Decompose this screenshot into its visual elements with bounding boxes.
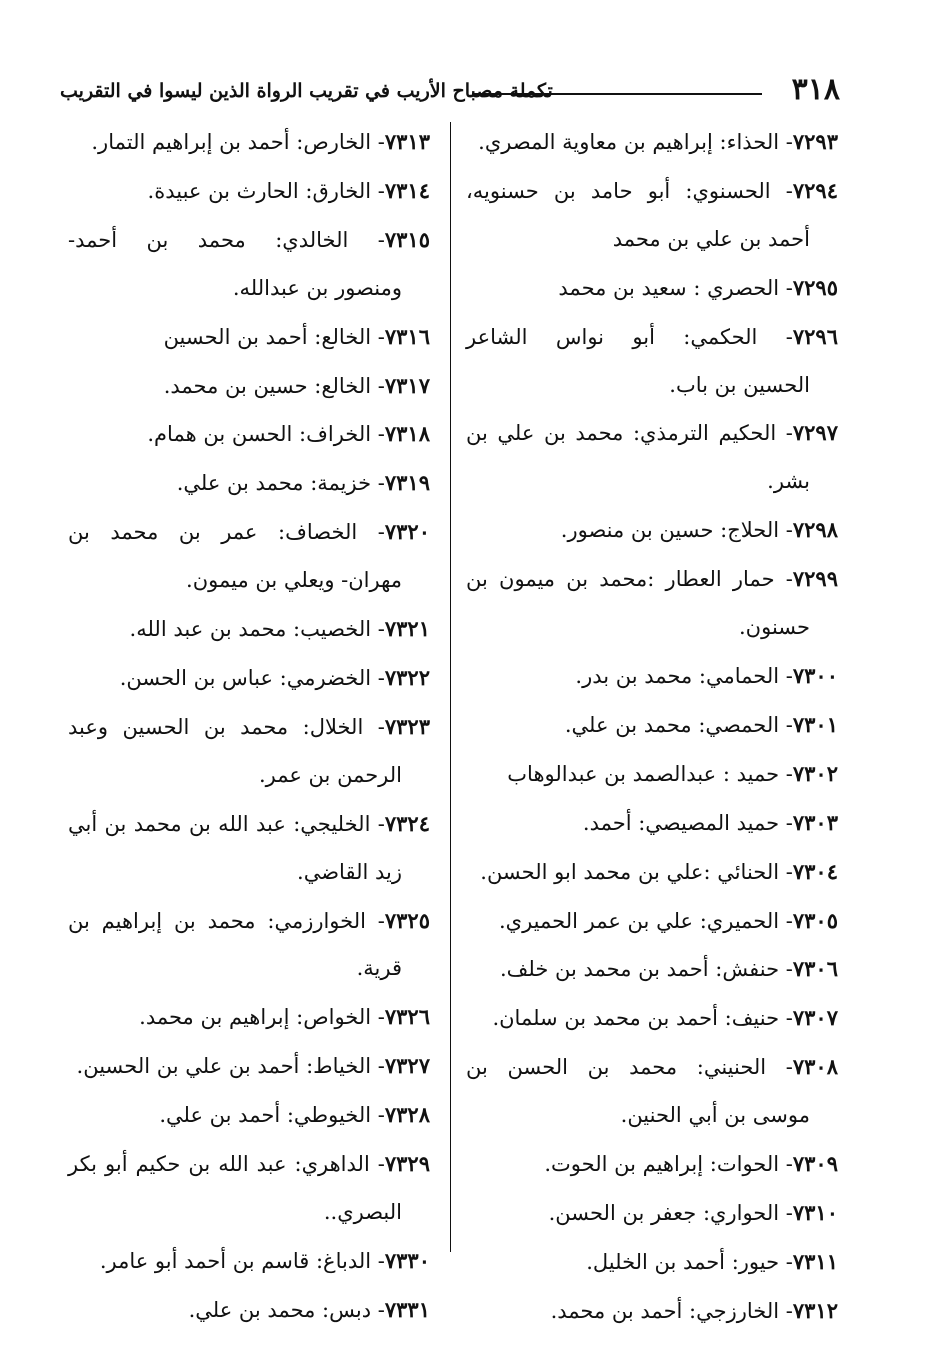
entry-text: الحسنوي: أبو حامد بن حسنويه، bbox=[466, 178, 771, 203]
entry-text: الحصري : سعيد بن محمد bbox=[558, 275, 780, 300]
entry bbox=[68, 1140, 430, 1237]
entry-dash: - bbox=[766, 1055, 793, 1080]
entry-number: ٧٣٢١ bbox=[384, 616, 430, 642]
entry-dash: - bbox=[365, 908, 385, 933]
entry bbox=[466, 264, 838, 313]
entry-first-line bbox=[68, 362, 430, 411]
entry bbox=[466, 897, 838, 946]
entry bbox=[466, 994, 838, 1043]
entry-number: ٧٣٠٧ bbox=[792, 1005, 838, 1031]
entry-continuation: البصري.. bbox=[323, 1199, 402, 1224]
entry-number: ٧٣٢٩ bbox=[384, 1151, 430, 1177]
entry-first-line bbox=[466, 1189, 838, 1238]
entry-first-line bbox=[68, 605, 430, 654]
entry-number: ٧٣١٦ bbox=[384, 323, 430, 349]
entry bbox=[466, 750, 838, 799]
entry-text: الخوارزمي: محمد بن إبراهيم بن bbox=[68, 908, 366, 933]
entry bbox=[466, 848, 838, 897]
entry-text: الحنيني: محمد بن الحسن بن bbox=[466, 1055, 767, 1080]
entry-number: ٧٣٠٤ bbox=[792, 858, 838, 884]
entry-text: الحمصي: محمد بن علي. bbox=[564, 712, 780, 737]
entry-number: ٧٢٩٦ bbox=[792, 323, 838, 349]
entry-number: ٧٣٢٤ bbox=[384, 810, 430, 836]
entry-first-line bbox=[466, 1140, 838, 1189]
entry-first-line bbox=[68, 654, 430, 703]
entry-text: حميد : عبدالصمد بن عبدالوهاب bbox=[507, 761, 780, 786]
left-column bbox=[68, 118, 430, 1335]
entry-number: ٧٢٩٤ bbox=[792, 177, 838, 203]
entry bbox=[466, 1238, 838, 1287]
entry-number: ٧٣٠٣ bbox=[792, 809, 838, 835]
entry-dash: - bbox=[371, 1103, 385, 1128]
entry-text: الخصيب: محمد بن عبد الله. bbox=[129, 617, 372, 642]
entry-dash: - bbox=[357, 520, 385, 545]
entry bbox=[466, 652, 838, 701]
entry-first-line bbox=[68, 1237, 430, 1286]
entry-text: الحنائي :علي بن محمد ابو الحسن. bbox=[480, 859, 780, 884]
entry-dash: - bbox=[369, 1152, 385, 1177]
entry bbox=[68, 508, 430, 605]
entry bbox=[466, 313, 838, 410]
entry-text: الحلاج: حسين بن منصور. bbox=[560, 518, 780, 543]
column-divider bbox=[450, 122, 451, 1252]
entry-number: ٧٢٩٩ bbox=[792, 566, 838, 592]
entry-text: الخليجي: عبد الله بن محمد بن أبي bbox=[68, 811, 371, 836]
entry-dash: - bbox=[779, 1200, 793, 1225]
entry bbox=[466, 799, 838, 848]
entry-continuation: الحسين بن باب. bbox=[669, 372, 810, 397]
entry-dash: - bbox=[348, 227, 385, 252]
entry-continuation: قرية. bbox=[356, 956, 402, 981]
entry-first-line bbox=[68, 1140, 430, 1189]
entry-first-line bbox=[466, 897, 838, 946]
entry-dash: - bbox=[779, 1152, 793, 1177]
entry-first-line bbox=[68, 313, 430, 362]
entry-dash: - bbox=[371, 422, 385, 447]
entry-first-line bbox=[68, 508, 430, 557]
entry-dash: - bbox=[779, 810, 793, 835]
entry bbox=[68, 993, 430, 1042]
entry-dash: - bbox=[770, 178, 793, 203]
entry-dash: - bbox=[371, 617, 385, 642]
entry-number: ٧٣٢٣ bbox=[384, 713, 430, 739]
entry bbox=[68, 800, 430, 897]
entry-dash: - bbox=[774, 567, 793, 592]
entry-first-line bbox=[68, 118, 430, 167]
entry-continuation: ومنصور بن عبدالله. bbox=[232, 275, 402, 300]
entry-dash: - bbox=[757, 324, 793, 349]
entry-dash: - bbox=[371, 665, 385, 690]
entry-dash: - bbox=[371, 1005, 385, 1030]
entry-first-line bbox=[466, 994, 838, 1043]
entry-dash: - bbox=[779, 957, 793, 982]
entry-text: الحذاء: إبراهيم بن معاوية المصري. bbox=[478, 130, 780, 154]
entry-dash: - bbox=[779, 712, 793, 737]
entry-first-line bbox=[68, 410, 430, 459]
entry-first-line bbox=[466, 118, 838, 167]
entry bbox=[466, 506, 838, 555]
entry-text: خزيمة: محمد بن علي. bbox=[176, 471, 372, 496]
entry bbox=[68, 654, 430, 703]
entry-text: الحميري: علي بن عمر الحميري. bbox=[498, 908, 780, 933]
entry-number: ٧٣٠٩ bbox=[792, 1151, 838, 1177]
entry bbox=[466, 167, 838, 264]
entry-dash: - bbox=[779, 1298, 793, 1323]
entry bbox=[68, 897, 430, 994]
entry bbox=[68, 167, 430, 216]
entry-number: ٧٢٩٨ bbox=[792, 517, 838, 543]
entry-number: ٧٣١٣ bbox=[384, 129, 430, 154]
entry-number: ٧٣٢٢ bbox=[384, 664, 430, 690]
entry-continuation: موسى بن أبي الحنين. bbox=[620, 1103, 810, 1128]
entry-first-line bbox=[466, 555, 838, 604]
page-number: ٣١٨ bbox=[791, 72, 840, 107]
entry-continuation: أحمد بن علي بن محمد bbox=[612, 226, 810, 251]
entry bbox=[68, 313, 430, 362]
entry-number: ٧٣١٨ bbox=[384, 421, 430, 447]
entry-number: ٧٣٠٠ bbox=[792, 662, 838, 688]
entry-dash: - bbox=[371, 1297, 385, 1322]
entry-text: الحوات: إبراهيم بن الحوت. bbox=[544, 1152, 780, 1177]
entry-number: ٧٣٢٨ bbox=[384, 1102, 430, 1128]
entry-number: ٧٣١٧ bbox=[384, 372, 430, 398]
entry-text: حيور: أحمد بن الخليل. bbox=[586, 1249, 780, 1274]
entry-first-line bbox=[68, 703, 430, 752]
entry-number: ٧٣١١ bbox=[792, 1248, 838, 1274]
entry-dash: - bbox=[371, 130, 385, 154]
entry-number: ٧٣٢٦ bbox=[384, 1004, 430, 1030]
entry-dash: - bbox=[370, 811, 385, 836]
entry-number: ٧٣٠٨ bbox=[792, 1054, 838, 1080]
entry-text: الخضرمي: عباس بن الحسن. bbox=[119, 665, 372, 690]
entry-first-line bbox=[466, 1043, 838, 1092]
entry-text: الخالع: أحمد بن الحسين bbox=[163, 324, 372, 349]
entry-text: حمار العطار :محمد بن ميمون بن bbox=[466, 567, 775, 592]
entry-dash: - bbox=[779, 859, 793, 884]
running-title: تكملة مصباح الأريب في تقريب الرواة الذين ليسوا في التقريب bbox=[60, 80, 553, 102]
entry bbox=[466, 1189, 838, 1238]
entry-dash: - bbox=[779, 1006, 793, 1031]
entry-number: ٧٣٠٢ bbox=[792, 760, 838, 786]
entry bbox=[68, 605, 430, 654]
entry-first-line bbox=[68, 1286, 430, 1335]
entry-text: الخراف: الحسن بن همام. bbox=[147, 422, 372, 447]
entry-text: الخلال: محمد بن الحسين وعبد bbox=[68, 714, 364, 739]
entry-first-line bbox=[68, 216, 430, 265]
entry bbox=[68, 703, 430, 800]
entry-number: ٧٣٢٥ bbox=[384, 907, 430, 933]
entry-first-line bbox=[466, 506, 838, 555]
entry-first-line bbox=[466, 945, 838, 994]
entry-continuation: زيد القاضي. bbox=[297, 859, 402, 884]
entry-text: الداهري: عبد الله بن حكيم أبو بكر bbox=[68, 1152, 370, 1177]
entry-text: حميد المصيصي: أحمد. bbox=[582, 810, 780, 835]
entry-number: ٧٢٩٣ bbox=[792, 129, 838, 154]
entry-dash: - bbox=[371, 373, 385, 398]
entry-number: ٧٣٠١ bbox=[792, 711, 838, 737]
right-column bbox=[466, 118, 838, 1336]
entry-text: حنفش: أحمد بن محمد بن خلف. bbox=[499, 957, 780, 982]
page-header bbox=[60, 70, 840, 114]
entry bbox=[466, 1140, 838, 1189]
entry-number: ٧٣١٩ bbox=[384, 470, 430, 496]
entry-continuation: مهران- ويعلي بن ميمون. bbox=[186, 568, 402, 593]
entry-text: الخارص: أحمد بن إبراهيم التمار. bbox=[91, 130, 372, 154]
entry-continuation: بشر. bbox=[767, 469, 810, 494]
entry-text: الخواص: إبراهيم بن محمد. bbox=[139, 1005, 372, 1030]
entry-dash: - bbox=[779, 663, 793, 688]
entry-text: الخالدي: محمد بن أحمد- bbox=[68, 227, 349, 252]
entry bbox=[466, 701, 838, 750]
entry-dash: - bbox=[779, 275, 793, 300]
entry-number: ٧٣١٥ bbox=[384, 226, 430, 252]
entry-first-line bbox=[466, 750, 838, 799]
entry-text: حنيف: أحمد بن محمد بن سلمان. bbox=[492, 1006, 780, 1031]
entry-first-line bbox=[466, 652, 838, 701]
entry bbox=[466, 555, 838, 652]
entry-dash: - bbox=[371, 1248, 385, 1273]
entry-first-line bbox=[466, 1238, 838, 1287]
entry-text: الحكمي: أبو نواس الشاعر bbox=[466, 324, 758, 349]
entry-first-line bbox=[68, 800, 430, 849]
entry-number: ٧٣١٤ bbox=[384, 177, 430, 203]
entry-first-line bbox=[466, 848, 838, 897]
entry-first-line bbox=[68, 1091, 430, 1140]
entry-text: الدباغ: قاسم بن أحمد أبو عامر. bbox=[99, 1248, 372, 1273]
entry-dash: - bbox=[363, 714, 385, 739]
entry-dash: - bbox=[371, 324, 385, 349]
entry bbox=[466, 1287, 838, 1336]
entry-number: ٧٢٩٥ bbox=[792, 274, 838, 300]
entry-dash: - bbox=[779, 518, 793, 543]
entry-dash: - bbox=[779, 908, 793, 933]
entry-text: الخياط: أحمد بن علي بن الحسين. bbox=[76, 1054, 372, 1079]
entry-number: ٧٣٢٧ bbox=[384, 1053, 430, 1079]
entry-number: ٧٣٠٥ bbox=[792, 907, 838, 933]
entry-number: ٧٣٣١ bbox=[384, 1296, 430, 1322]
entry bbox=[68, 1237, 430, 1286]
entry bbox=[68, 410, 430, 459]
entry-dash: - bbox=[779, 1249, 793, 1274]
entry bbox=[68, 459, 430, 508]
entry-first-line bbox=[68, 993, 430, 1042]
entry-first-line bbox=[466, 167, 838, 216]
entry bbox=[68, 1286, 430, 1335]
entry-text: الحواري: جعفر بن الحسن. bbox=[548, 1200, 780, 1225]
entry-text: الخارزجي: أحمد بن محمد. bbox=[550, 1298, 780, 1323]
entry-first-line bbox=[68, 1042, 430, 1091]
entry-text: الخالع: حسين بن محمد. bbox=[163, 373, 372, 398]
entry-first-line bbox=[466, 799, 838, 848]
entry-number: ٧٣٣٠ bbox=[384, 1247, 430, 1273]
entry-first-line bbox=[68, 167, 430, 216]
entry-text: دبس: محمد بن علي. bbox=[188, 1297, 372, 1322]
entry bbox=[68, 118, 430, 167]
entry-dash: - bbox=[371, 471, 385, 496]
entry-number: ٧٣٠٦ bbox=[792, 956, 838, 982]
entry bbox=[466, 118, 838, 167]
entry bbox=[68, 362, 430, 411]
entry-text: الحكيم الترمذي: محمد بن علي بن bbox=[466, 421, 777, 446]
entry-text: الخصاف: عمر بن محمد بن bbox=[68, 520, 358, 545]
entry-continuation: الرحمن بن عمر. bbox=[258, 762, 402, 787]
entry bbox=[68, 216, 430, 313]
entry-dash: - bbox=[779, 130, 793, 154]
entry bbox=[466, 1043, 838, 1140]
entry-number: ٧٣١٢ bbox=[792, 1297, 838, 1323]
entry-dash: - bbox=[779, 761, 793, 786]
entry-first-line bbox=[466, 313, 838, 362]
entry-first-line bbox=[466, 409, 838, 458]
entry-first-line bbox=[466, 264, 838, 313]
entry-first-line bbox=[466, 1287, 838, 1336]
entry bbox=[466, 409, 838, 506]
entry-dash: - bbox=[371, 1054, 385, 1079]
entry-dash: - bbox=[776, 421, 793, 446]
entry-text: الخيوطي: أحمد بن علي. bbox=[159, 1103, 372, 1128]
entry bbox=[68, 1042, 430, 1091]
entry bbox=[466, 945, 838, 994]
entry-number: ٧٣٢٠ bbox=[384, 519, 430, 545]
entry-first-line bbox=[466, 701, 838, 750]
entry-continuation: حسنون. bbox=[739, 615, 810, 640]
entry-text: الخارق: الحارث بن عبيدة. bbox=[147, 178, 372, 203]
entry-number: ٧٣١٠ bbox=[792, 1199, 838, 1225]
entry-first-line bbox=[68, 897, 430, 946]
entry bbox=[68, 1091, 430, 1140]
entry-dash: - bbox=[371, 178, 385, 203]
entry-number: ٧٢٩٧ bbox=[792, 420, 838, 446]
entry-text: الحمامي: محمد بن بدر. bbox=[575, 663, 780, 688]
entry-first-line bbox=[68, 459, 430, 508]
